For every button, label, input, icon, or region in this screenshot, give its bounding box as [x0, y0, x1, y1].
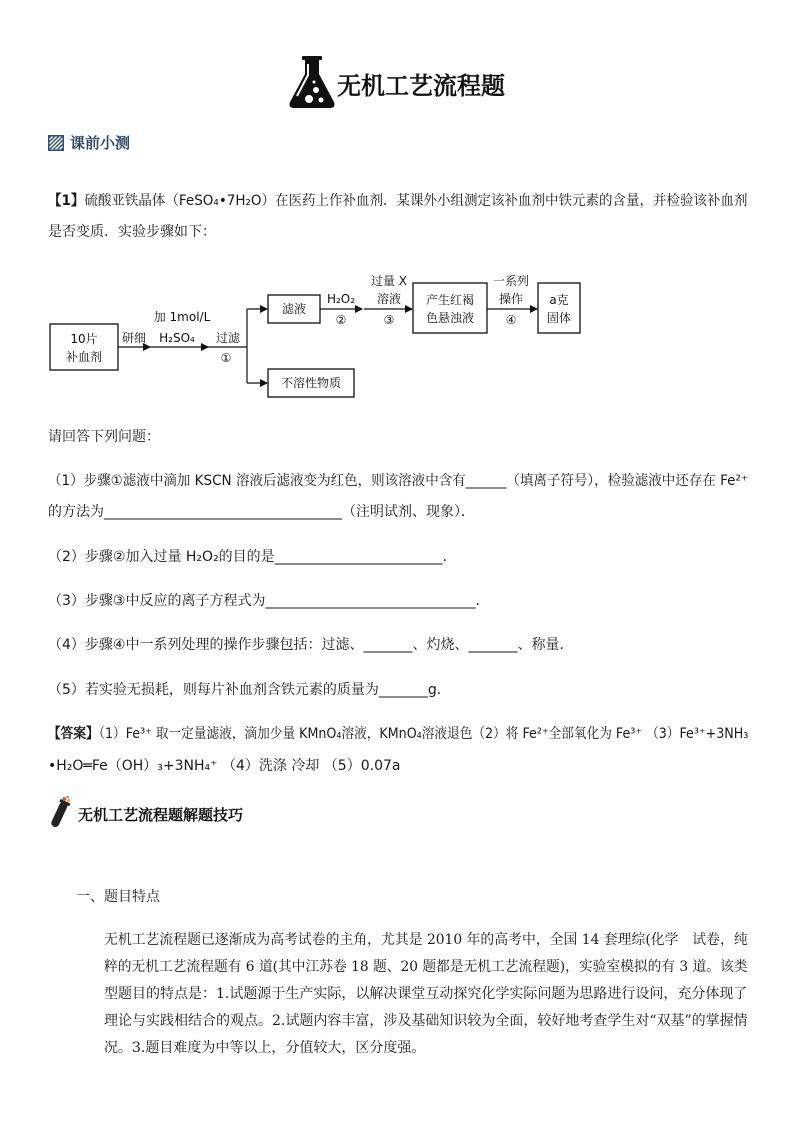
question-stem-line: 是否变质．实验步骤如下： — [48, 224, 216, 240]
features-paragraph-line: 型题目的特点是：1.试题源于生产实际，以解决课堂互动探究化学实际问题为思路进行设问，充分体现了 — [104, 986, 748, 1002]
sub-question-1-line: （1）步骤①滤液中滴加 KSCN 溶液后滤液变为红色，则该溶液中含有______（填离子符号），检验滤液中还存在 Fe²⁺ — [48, 473, 749, 489]
start-box-label: 10片 — [70, 332, 98, 346]
sub-question-4: （4）步骤④中一系列处理的操作步骤包括：过滤、_______、灼烧、_______、称量． — [48, 637, 574, 653]
step-4-number: ④ — [505, 313, 517, 327]
flask-icon — [288, 56, 336, 110]
question-stem-text: 硫酸亚铁晶体（FeSO₄•7H₂O）在医药上作补血剂．某课外小组测定该补血剂中铁元素的含量，并检验该补血剂 — [84, 193, 748, 209]
insoluble-box-label: 不溶性物质 — [280, 376, 342, 390]
sub-question-2: （2）步骤②加入过量 H₂O₂的目的是________________________． — [48, 549, 457, 565]
experiment-flow-diagram — [0, 260, 600, 410]
oxidant-label: H₂O₂ — [326, 292, 356, 306]
features-paragraph-line: 理论与实践相结合的观点。2.试题内容丰富，涉及基础知识较为全面，较好地考查学生对“双基”的掌握情 — [104, 1013, 748, 1029]
solid-box — [538, 283, 580, 333]
step-2-number: ② — [335, 313, 347, 327]
start-box-label: 补血剂 — [65, 350, 103, 364]
features-heading: 一、题目特点 — [76, 889, 160, 905]
filtrate-box-label: 滤液 — [281, 302, 307, 316]
prompt-text: 请回答下列问题： — [48, 429, 160, 445]
answer-text: （1）Fe³⁺ 取一定量滤液，滴加少量 KMnO₄溶液，KMnO₄溶液退色（2）将 Fe²⁺全部氧化为 Fe³⁺ （3）Fe³⁺+3NH₃ — [98, 726, 749, 742]
sub-question-3: （3）步骤③中反应的离子方程式为______________________________． — [48, 593, 490, 609]
test-tube-icon — [46, 796, 74, 830]
acid-formula-label: H₂SO₄ — [159, 331, 195, 345]
features-paragraph-line: 况。3.题目难度为中等以上，分值较大，区分度强。 — [104, 1040, 426, 1056]
reagent-x-label: 过量 X — [370, 274, 408, 288]
acid-label: 加 1mol/L — [153, 310, 211, 324]
step-3-number: ③ — [383, 313, 395, 327]
sub-question-5: （5）若实验无损耗，则每片补血剂含铁元素的质量为_______g． — [48, 682, 451, 698]
suspension-box-label: 产生红褐 — [425, 293, 475, 307]
answer-line: •H₂O═Fe（OH）₃+3NH₄⁺ （4）洗涤 冷却 （5）0.07a — [48, 758, 401, 774]
suspension-box — [413, 283, 487, 333]
features-paragraph-line: 无机工艺流程题已逐渐成为高考试卷的主角，尤其是 2010 年的高考中，全国 14 套理综(化学 试卷，纯 — [104, 932, 748, 948]
suspension-box-label: 色悬浊液 — [425, 311, 475, 325]
step-filter-label: 过滤 — [215, 331, 241, 345]
hatched-square-icon — [48, 135, 64, 151]
answer-line — [48, 724, 748, 744]
step-grind-label: 研细 — [121, 331, 147, 345]
question-number: 【1】 — [48, 193, 85, 209]
operation-label: 操作 — [498, 292, 524, 306]
section-heading-pre-quiz: 课前小测 — [70, 134, 131, 152]
sub-question-1-line: 的方法为__________________________________（注明试剂、现象）． — [48, 504, 475, 520]
operation-label: 一系列 — [492, 274, 530, 288]
solid-box-label: a克 — [549, 293, 569, 307]
features-paragraph-line: 粹的无机工艺流程题有 6 道(其中江苏卷 18 题、20 题都是无机工艺流程题)，实验室模拟的有 3 道。该类 — [104, 959, 748, 975]
reagent-x-label: 溶液 — [376, 292, 402, 306]
question-stem-line — [48, 191, 748, 211]
page-title: 无机工艺流程题 — [337, 72, 505, 100]
step-1-number: ① — [220, 351, 232, 365]
section-heading-skills: 无机工艺流程题解题技巧 — [78, 806, 244, 824]
solid-box-label: 固体 — [546, 311, 572, 325]
answer-label: 【答案】 — [48, 726, 99, 742]
